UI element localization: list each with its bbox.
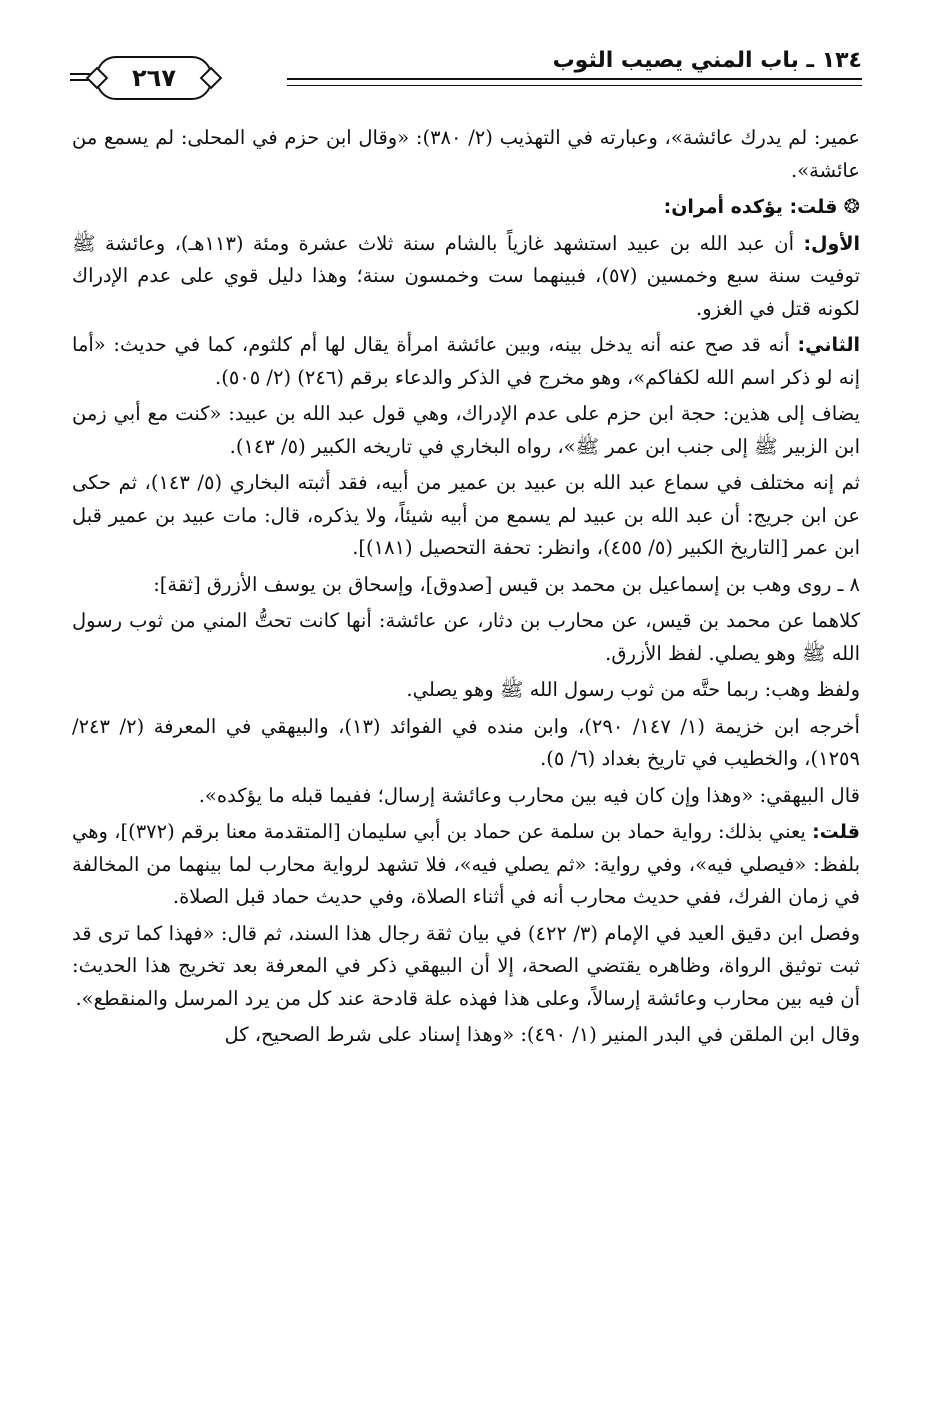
paragraph-text: قال البيهقي: «وهذا وإن كان فيه بين محارب وعائشة إرسال؛ ففيما قبله ما يؤكده».: [198, 783, 860, 807]
paragraph-text: وقال ابن الملقن في البدر المنير (١/ ٤٩٠): «وهذا إسناد على شرط الصحيح، كل: [224, 1023, 860, 1046]
running-title: ١٣٤ ـ باب المني يصيب الثوب: [552, 48, 862, 73]
paragraph-lead: قلت:: [812, 821, 860, 843]
page-number-badge: [96, 56, 212, 100]
paragraph-lead: الأول:: [803, 232, 860, 255]
paragraph-text: ولفظ وهب: ربما حتَّه من ثوب رسول الله ﷺ وهو يصلي.: [406, 678, 860, 701]
header-rule: [287, 85, 862, 86]
paragraph: [72, 569, 860, 602]
paragraph: [72, 605, 860, 670]
paragraph: [72, 398, 860, 463]
page-number: ٢٦٧: [132, 64, 176, 92]
paragraph: [72, 467, 860, 565]
paragraph-text: ٨ ـ روى وهب بن إسماعيل بن محمد بن قيس [صدوق]، وإسحاق بن يوسف الأزرق [ثقة]:: [153, 572, 860, 596]
paragraph: [72, 191, 860, 224]
header-rule: [287, 78, 862, 80]
paragraph-text: وفصل ابن دقيق العيد في الإمام (٣/ ٤٢٢) في بيان ثقة رجال هذا السند، ثم قال: «فهذا كما ترى قد ثبت توثيق الرواة، وظاهره يقتضي الصحة، إلا أن البيهقي ذكر في المعرفة بعد تخريج هذا الحديث: أن فيه بين محارب وعائشة إرسالاً، وعلى هذا فهذه علة قادحة عند كل من يرد المرسل والمنقطع».: [72, 921, 861, 1010]
paragraph-text: يضاف إلى هذين: حجة ابن حزم على عدم الإدراك، وهي قول عبد الله بن عبيد: «كنت مع أبي زمن ابن الزبير ﷺ إلى جنب ابن عمر ﷺ»، رواه البخاري في تاريخه الكبير (٥/ ١٤٣).: [72, 402, 860, 458]
paragraph-text: أن عبد الله بن عبيد استشهد غازياً بالشام سنة ثلاث عشرة ومئة (١١٣هـ)، وعائشة ﷺ توفيت سنة سبع وخمسين (٥٧)، فبينهما ست وخمسون سنة؛ وهذا دليل قوي على عدم الإدراك لكونه قتل في الغزو.: [72, 231, 860, 320]
paragraph-lead: الثاني:: [797, 334, 860, 356]
paragraph: [72, 228, 860, 326]
paragraph-text: أخرجه ابن خزيمة (١/ ١٤٧/ ٢٩٠)، وابن منده في الفوائد (١٣)، والبيهقي في المعرفة (٢/ ٢٤٣/ ١٢٥٩)، والخطيب في تاريخ بغداد (٦/ ٥).: [72, 714, 860, 770]
paragraph-text: أنه قد صح عنه أنه يدخل بينه، وبين عائشة امرأة يقال لها أم كلثوم، كما في حديث: «أما إنه لو ذكر اسم الله لكفاكم»، وهو مخرج في الذكر والدعاء برقم (٢٤٦) (٢/ ٥٠٥).: [72, 333, 860, 389]
paragraph-text: يعني بذلك: رواية حماد بن سلمة عن حماد بن أبي سليمان [المتقدمة معنا برقم (٣٧٢)]، وهي بلفظ: «فيصلي فيه»، وفي رواية: «ثم يصلي فيه»، فلا تشهد لرواية محارب لما بينهما من المخالفة في زمان الفرك، ففي حديث محارب أنه في أثناء الصلاة، وفي حديث حماد قبل الصلاة.: [72, 820, 860, 908]
paragraph: [72, 674, 860, 707]
paragraph: [72, 780, 860, 813]
paragraph: [72, 329, 860, 394]
paragraph: [72, 122, 860, 187]
paragraph-text: كلاهما عن محمد بن قيس، عن محارب بن دثار، عن عائشة: أنها كانت تحتُّ المني من ثوب رسول الله ﷺ وهو يصلي. لفظ الأزرق.: [72, 609, 860, 665]
page-header: [70, 42, 862, 100]
body-text: [72, 122, 860, 1056]
paragraph-text: ثم إنه مختلف في سماع عبد الله بن عبيد بن عمير من أبيه، فقد أثبته البخاري (٥/ ١٤٣)، ثم حكى عن ابن جريج: أن عبد الله بن عبيد لم يسمع من أبيه شيئاً، ولا يذكره، قال: مات عبيد بن عمير قبل ابن عمر [التاريخ الكبير (٥/ ٤٥٥)، وانظر: تحفة التحصيل (١٨١)].: [72, 471, 861, 559]
flower-marker-icon: ❂: [843, 195, 860, 218]
paragraph: [72, 1019, 860, 1052]
paragraph: [72, 918, 860, 1016]
paragraph: [72, 711, 860, 776]
paragraph: [72, 816, 860, 914]
paragraph-lead: قلت: يؤكده أمران:: [663, 196, 838, 218]
paragraph-text: عمير: لم يدرك عائشة»، وعبارته في التهذيب (٢/ ٣٨٠): «وقال ابن حزم في المحلى: لم يسمع من عائشة».: [72, 126, 860, 182]
